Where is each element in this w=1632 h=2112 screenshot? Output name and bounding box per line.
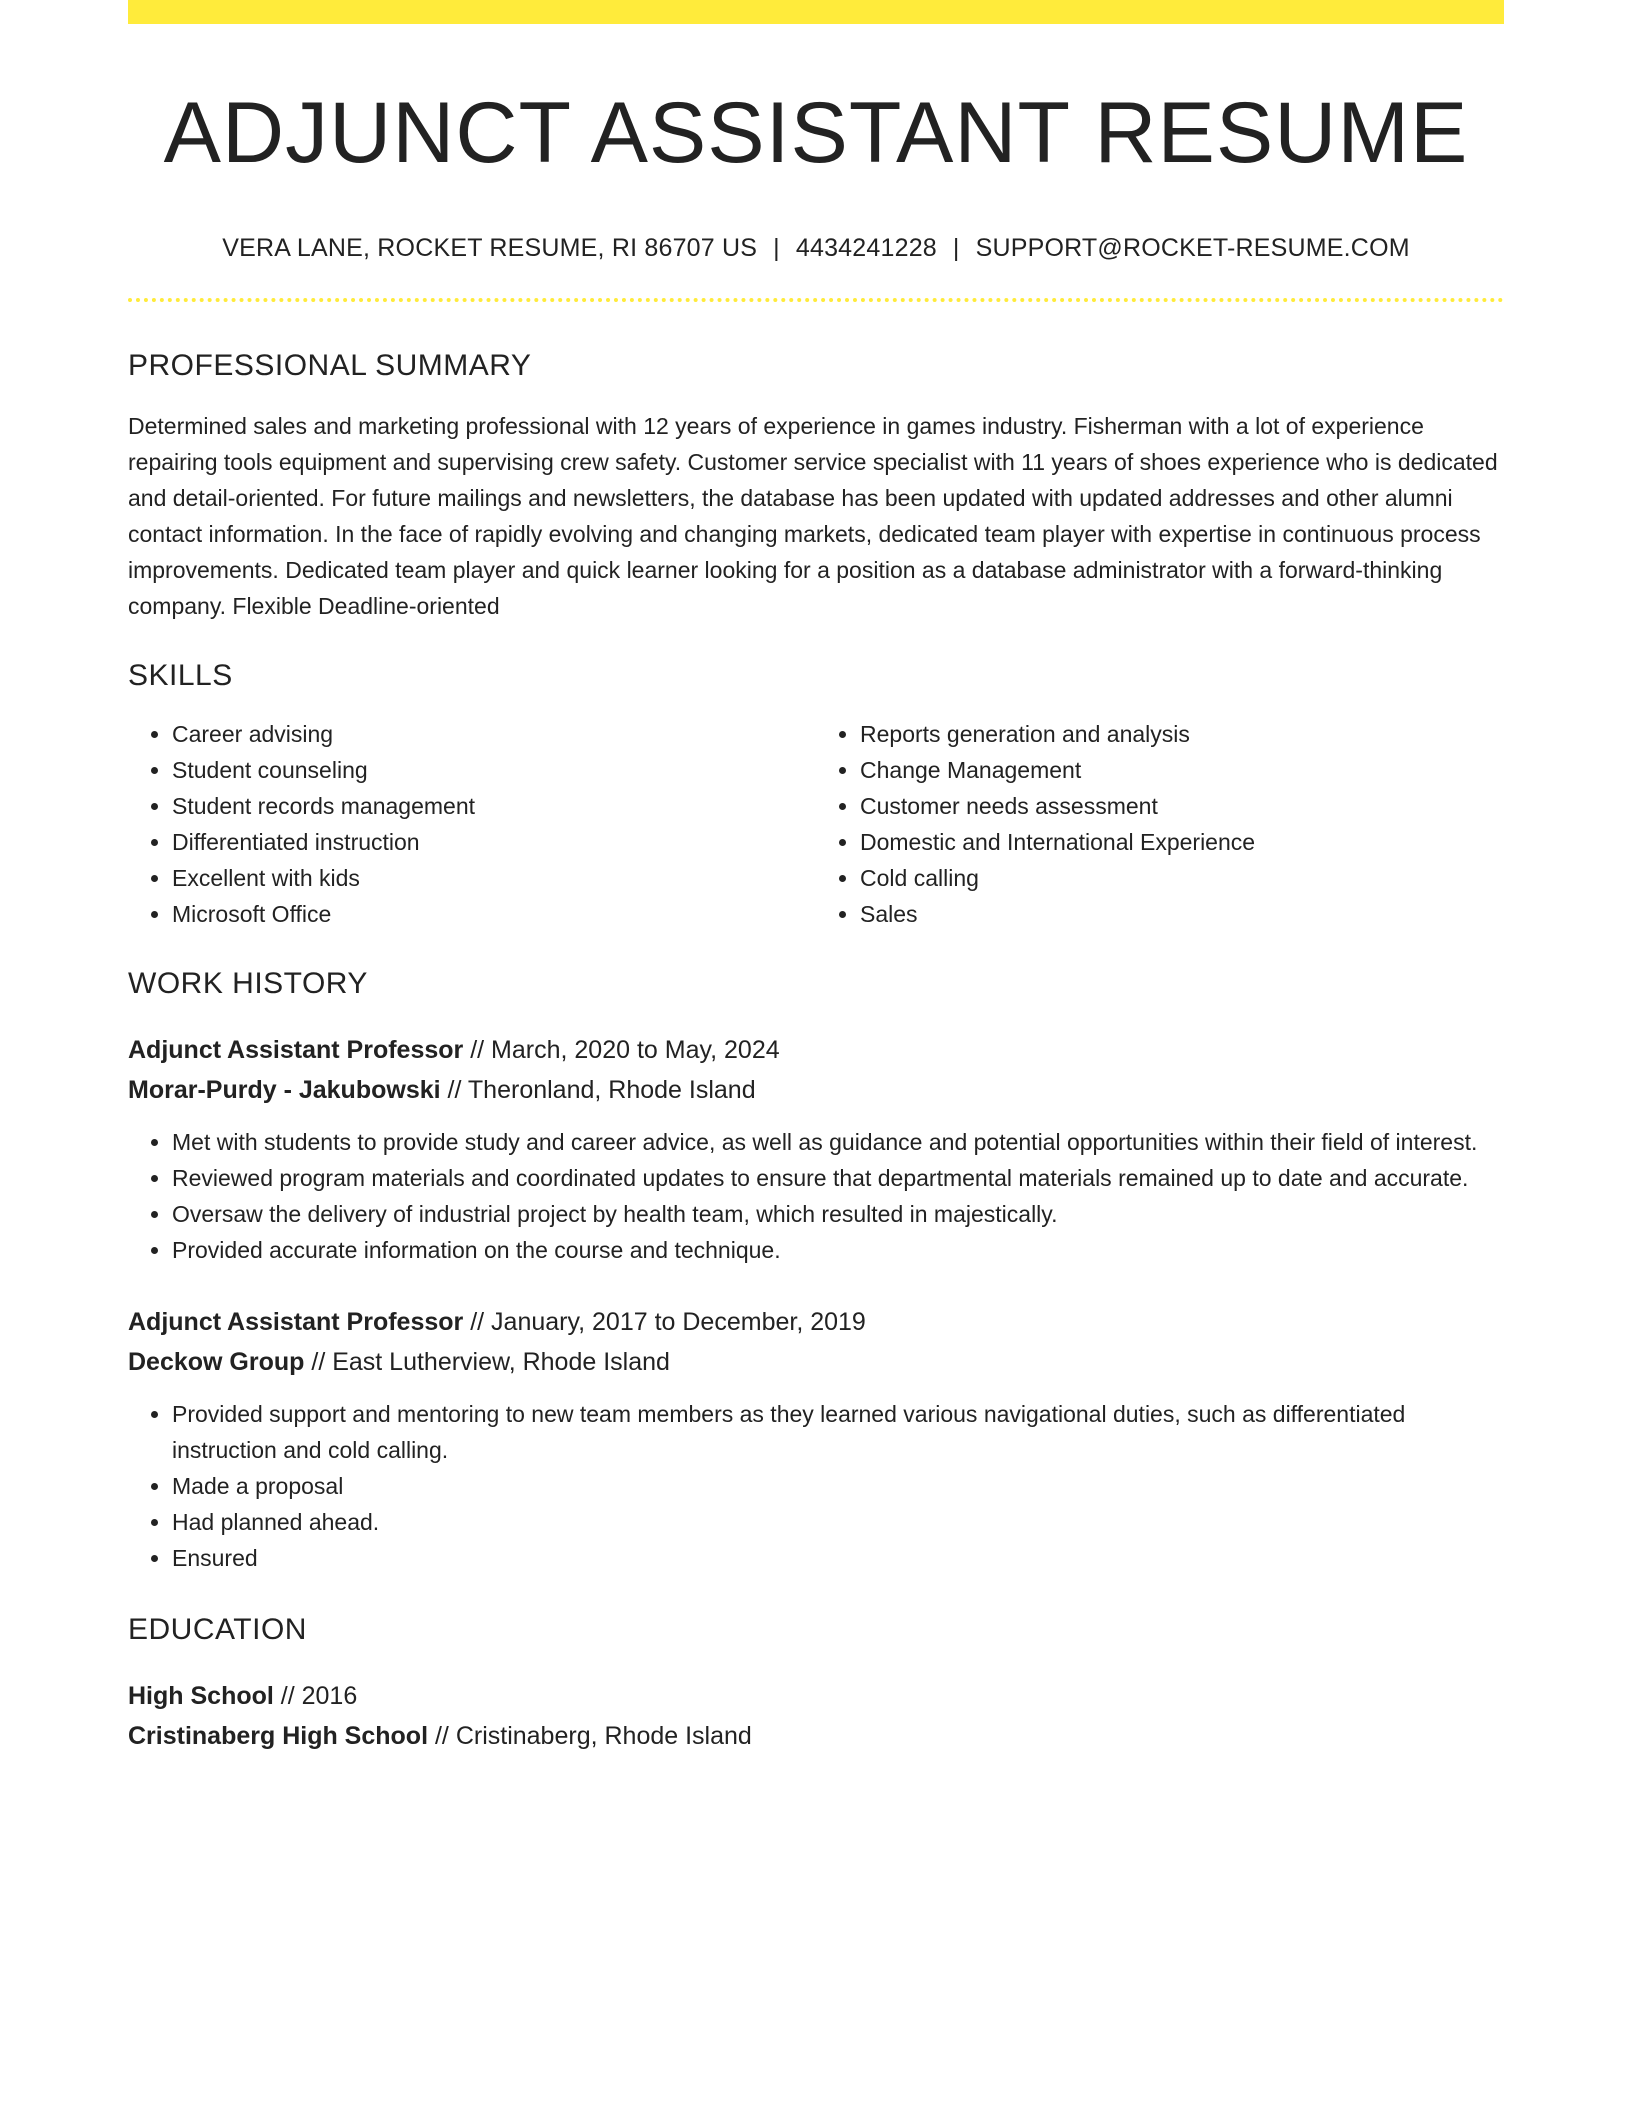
- job-bullet: • Had planned ahead.: [172, 1504, 1504, 1540]
- education-degree-line: [128, 1676, 1504, 1716]
- job-bullet: • Ensured: [172, 1540, 1504, 1576]
- job-location: // Theronland, Rhode Island: [440, 1075, 756, 1104]
- job-bullet: • Oversaw the delivery of industrial project by health team, which resulted in majestically.: [172, 1196, 1504, 1232]
- job-entry: [128, 1030, 1504, 1268]
- skill-item: • Reports generation and analysis: [860, 716, 1504, 752]
- contact-phone: 4434241228: [795, 233, 937, 262]
- resume-page: [128, 0, 1504, 1756]
- skill-item: • Sales: [860, 896, 1504, 932]
- skills-column-right: [816, 716, 1504, 932]
- job-bullet: • Provided support and mentoring to new team members as they learned various navigational duties, such as differentiated instruction and cold calling.: [172, 1396, 1504, 1468]
- contact-line: [128, 233, 1504, 263]
- skill-item: • Change Management: [860, 752, 1504, 788]
- job-bullets: [128, 1396, 1504, 1576]
- contact-separator: |: [773, 233, 780, 262]
- job-bullets: [128, 1124, 1504, 1268]
- skill-item: • Cold calling: [860, 860, 1504, 896]
- job-bullet: • Made a proposal: [172, 1468, 1504, 1504]
- contact-separator: |: [952, 233, 960, 262]
- job-dates: // January, 2017 to December, 2019: [463, 1307, 866, 1336]
- education-school: Cristinaberg High School: [128, 1721, 429, 1750]
- skill-item: • Excellent with kids: [172, 860, 816, 896]
- skills-heading: SKILLS: [128, 658, 233, 692]
- job-bullet: • Reviewed program materials and coordinated updates to ensure that departmental materials remained up to date and accurate.: [172, 1160, 1504, 1196]
- education-degree: High School: [128, 1681, 274, 1710]
- contact-email: SUPPORT@ROCKET-RESUME.COM: [975, 233, 1410, 262]
- job-title-line: [128, 1030, 1504, 1070]
- header-divider: [128, 298, 1504, 302]
- summary-heading: PROFESSIONAL SUMMARY: [128, 348, 532, 382]
- job-company: Deckow Group: [128, 1347, 305, 1376]
- accent-bar: [128, 0, 1504, 24]
- resume-title: ADJUNCT ASSISTANT RESUME: [163, 85, 1469, 181]
- job-location: // East Lutherview, Rhode Island: [304, 1347, 670, 1376]
- education-location: // Cristinaberg, Rhode Island: [428, 1721, 752, 1750]
- job-company-line: [128, 1070, 1504, 1110]
- skill-item: • Student counseling: [172, 752, 816, 788]
- job-dates: // March, 2020 to May, 2024: [463, 1035, 780, 1064]
- skills-column-left: [128, 716, 816, 932]
- job-title: Adjunct Assistant Professor: [128, 1035, 464, 1064]
- job-company: Morar-Purdy - Jakubowski: [128, 1075, 441, 1104]
- skill-item: • Domestic and International Experience: [860, 824, 1504, 860]
- job-title: Adjunct Assistant Professor: [128, 1307, 464, 1336]
- work-history-heading: WORK HISTORY: [128, 966, 368, 1000]
- summary-text: Determined sales and marketing professional with 12 years of experience in games industry. Fisherman with a lot of experience repairing tools equipment and supervising crew safety. Customer service specialist with 11 years of shoes experience who is dedicated and detail-oriented. For future mailings and newsletters, the database has been updated with updated addresses and other alumni contact information. In the face of rapidly evolving and changing markets, dedicated team player with expertise in continuous process improvements. Dedicated team player and quick learner looking for a position as a database administrator with a forward-thinking company. Flexible Deadline-oriented: [128, 412, 1498, 619]
- skill-item: • Differentiated instruction: [172, 824, 816, 860]
- education-entry: [128, 1676, 1504, 1756]
- job-bullet: • Provided accurate information on the course and technique.: [172, 1232, 1504, 1268]
- skill-item: • Career advising: [172, 716, 816, 752]
- job-bullet: • Met with students to provide study and career advice, as well as guidance and potential opportunities within their field of interest.: [172, 1124, 1504, 1160]
- education-school-line: [128, 1716, 1504, 1756]
- job-company-line: [128, 1342, 1504, 1382]
- job-entry: [128, 1302, 1504, 1576]
- skills-grid: [128, 716, 1504, 932]
- contact-address: VERA LANE, ROCKET RESUME, RI 86707 US: [222, 233, 758, 262]
- skill-item: • Student records management: [172, 788, 816, 824]
- education-heading: EDUCATION: [128, 1612, 307, 1646]
- skill-item: • Customer needs assessment: [860, 788, 1504, 824]
- education-year: // 2016: [273, 1681, 358, 1710]
- job-title-line: [128, 1302, 1504, 1342]
- skill-item: • Microsoft Office: [172, 896, 816, 932]
